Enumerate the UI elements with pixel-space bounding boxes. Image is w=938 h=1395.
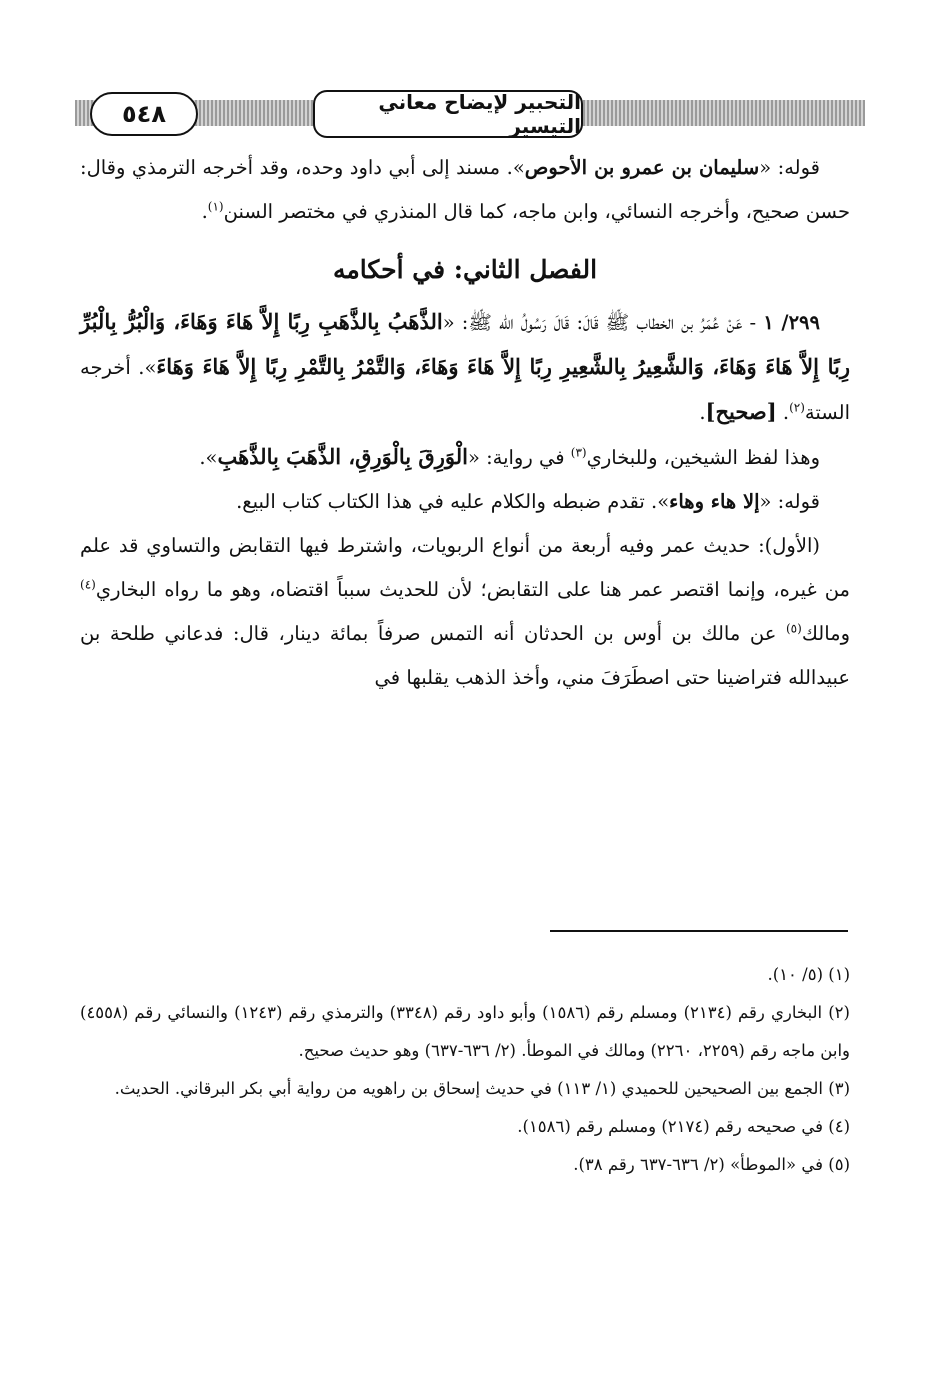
text-run: وهذا لفظ الشيخين، وللبخاري <box>586 446 820 469</box>
narration-text: الْوَرِقَ بِالْوَرِقِ، الذَّهَبَ بِالذَّهَبِ <box>217 444 468 469</box>
paragraph-2 <box>80 435 850 480</box>
quoted-name: سليمان بن عمرو بن الأحوص <box>524 156 760 179</box>
footnote-ref-3: (٣) <box>570 445 587 460</box>
text-run: ». أخرجه الستة <box>80 356 850 424</box>
text-run: ». <box>199 446 218 469</box>
text-run: . <box>699 401 706 424</box>
footnotes <box>80 956 850 1184</box>
footnote-5: (٥) في «الموطأ» (٢/ ٦٣٦-٦٣٧ رقم ٣٨). <box>573 1155 850 1174</box>
footnote-ref-1: (١) <box>207 199 224 214</box>
text-run: قوله: « <box>759 490 820 513</box>
main-text <box>80 146 850 700</box>
page-header <box>75 88 865 144</box>
paragraph-4 <box>80 524 850 700</box>
footnote-ref-2: (٢) <box>789 400 805 415</box>
text-run: في رواية: « <box>467 446 571 469</box>
footnote-1: (١) (٥/ ١٠). <box>767 965 850 984</box>
running-title: التحبير لإيضاح معاني التيسير <box>313 90 583 138</box>
hadith-text: الذَّهَبُ بِالذَّهَبِ رِبًا إِلاَّ هَاءَ وَهَاءَ، وَالْبُرُّ بِالْبُرِّ رِبًا إِلاَّ هَاءَ وَهَاءَ، وَالشَّعِيرُ بِالشَّعِيرِ رِبًا إِلاَّ هَاءَ وَهَاءَ، وَالتَّمْرُ بِالتَّمْرِ رِبًا إِلاَّ هَاءَ وَهَاءَ <box>80 309 850 379</box>
footnote-3: (٣) الجمع بين الصحيحين للحميدي (١/ ١١٣) في حديث إسحاق بن راهويه من رواية أبي بكر البرقاني. الحديث. <box>114 1079 850 1098</box>
hadith-number: ٢٩٩/ ١ <box>763 311 820 334</box>
footnote-4: (٤) في صحيحه رقم (٢١٧٤) ومسلم رقم (١٥٨٦). <box>517 1117 850 1136</box>
text-run: - عَنْ عُمَرُ بن الخطاب ﷺ قَالَ: قَالَ رَسُولُ الله ﷺ: « <box>442 311 764 334</box>
text-run: ومالك <box>801 622 850 645</box>
text-run: (الأول): حديث عمر وفيه أربعة من أنواع الربويات، واشترط فيها التقابض والتساوي قد علم من غيره، وإنما اقتصر عمر هنا على التقابض؛ لأن للحديث سبباً اقتضاه، وهو ما رواه البخاري <box>80 534 850 601</box>
footnote-ref-5: (٥) <box>785 621 802 636</box>
footnote-ref-4: (٤) <box>80 577 96 592</box>
page-number: ٥٤٨ <box>90 92 198 136</box>
text-run: قوله: « <box>759 156 820 179</box>
text-run: . <box>776 401 790 424</box>
footnote-2: (٢) البخاري رقم (٢١٣٤) ومسلم رقم (١٥٨٦) وأبو داود رقم (٣٣٤٨) والترمذي رقم (١٢٤٣) والنسائي رقم (٤٥٥٨) وابن ماجه رقم (٢٢٥٩، ٢٢٦٠) ومالك في الموطأ. (٢/ ٦٣٦-٦٣٧) وهو حديث صحيح. <box>80 1003 850 1060</box>
paragraph-1 <box>80 146 850 234</box>
text-run: . <box>201 200 208 223</box>
quoted-phrase: إلا هاء وهاء <box>669 490 760 513</box>
hadith-grade: [صحيح] <box>705 399 777 424</box>
text-run: عن مالك بن أوس بن الحدثان أنه التمس صرفاً بمائة دينار، قال: فدعاني طلحة بن عبيدالله فتراضينا حتى اصطَرَفَ مني، وأخذ الذهب يقلبها في <box>80 622 850 689</box>
footnote-separator <box>550 930 848 932</box>
hadith-299 <box>80 300 850 435</box>
section-title: الفصل الثاني: في أحكامه <box>332 255 598 284</box>
paragraph-3 <box>80 480 850 524</box>
text-run: ». مسند إلى أبي داود وحده، وقد أخرجه الترمذي وقال: حسن صحيح، وأخرجه النسائي، وابن ماجه، كما قال المنذري في مختصر السنن <box>80 156 850 223</box>
text-run: ». تقدم ضبطه والكلام عليه في هذا الكتاب كتاب البيع. <box>236 490 670 513</box>
